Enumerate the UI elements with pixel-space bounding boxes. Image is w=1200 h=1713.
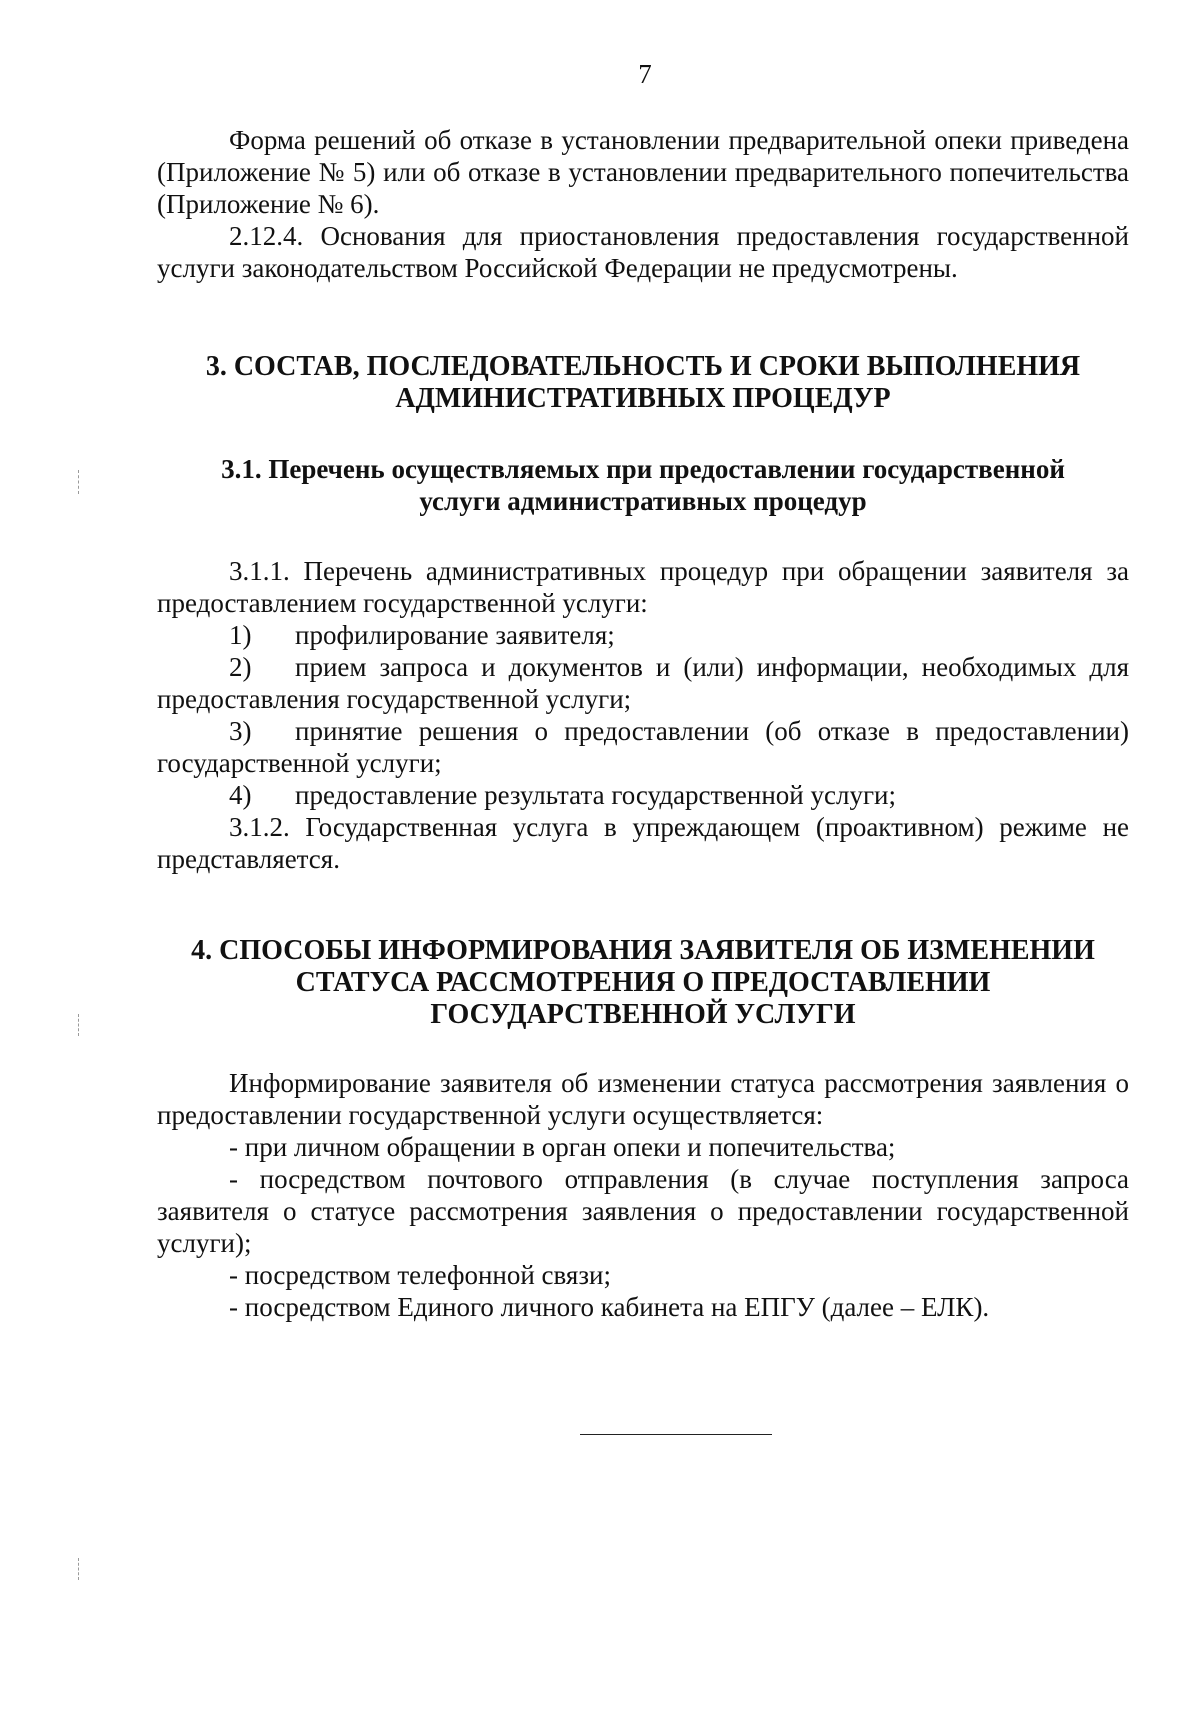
- section-3-heading-line1: 3. СОСТАВ, ПОСЛЕДОВАТЕЛЬНОСТЬ И СРОКИ ВЫПОЛНЕНИЯ: [205, 351, 1081, 382]
- end-separator-line: [580, 1434, 772, 1435]
- list-item: [157, 715, 1129, 779]
- list-item-text: предоставление результата государственной услуги;: [295, 780, 896, 810]
- bullet-item: - посредством телефонной связи;: [229, 1260, 611, 1290]
- section-4-heading: [157, 935, 1129, 1031]
- scan-margin-mark: [78, 1014, 79, 1036]
- list-item-text: принятие решения о предоставлении (об отказе в предоставлении) государственной услуги;: [157, 716, 1129, 778]
- list-item-number: 2): [229, 652, 252, 682]
- scan-margin-mark: [78, 1558, 79, 1580]
- subsection-3-1-heading: [157, 453, 1129, 517]
- paragraph-appendix-forms: Форма решений об отказе в установлении предварительной опеки приведена (Приложение № 5) или об отказе в установлении предварительного попечительства (Приложение № 6).: [157, 125, 1129, 219]
- section-3-heading-line2: АДМИНИСТРАТИВНЫХ ПРОЦЕДУР: [395, 383, 891, 414]
- bullet-item: - посредством почтового отправления (в случае поступления запроса заявителя о статусе рассмотрения заявления о предоставлении государственной услуги);: [157, 1164, 1129, 1258]
- list-item-number: 3): [229, 716, 252, 746]
- intro-block: [157, 124, 1129, 284]
- paragraph-3-1-1: 3.1.1. Перечень административных процедур при обращении заявителя за предоставлением государственной услуги:: [157, 556, 1129, 618]
- paragraph-informing: Информирование заявителя об изменении статуса рассмотрения заявления о предоставлении государственной услуги осуществляется:: [157, 1068, 1129, 1130]
- list-item: [157, 619, 1129, 651]
- paragraph-2-12-4: 2.12.4. Основания для приостановления предоставления государственной услуги законодательством Российской Федерации не предусмотрены.: [157, 221, 1129, 283]
- section-4-heading-line3: ГОСУДАРСТВЕННОЙ УСЛУГИ: [430, 999, 856, 1030]
- paragraph-3-1-2: 3.1.2. Государственная услуга в упреждающем (проактивном) режиме не представляется.: [157, 812, 1129, 874]
- section-3-heading: [157, 351, 1129, 415]
- section-4-heading-line1: 4. СПОСОБЫ ИНФОРМИРОВАНИЯ ЗАЯВИТЕЛЯ ОБ ИЗМЕНЕНИИ: [191, 935, 1095, 966]
- subsection-3-1-heading-line2: услуги административных процедур: [419, 486, 867, 516]
- list-item: [157, 651, 1129, 715]
- section-4-heading-line2: СТАТУСА РАССМОТРЕНИЯ О ПРЕДОСТАВЛЕНИИ: [295, 967, 991, 998]
- list-item-text: прием запроса и документов и (или) информации, необходимых для предоставления государственной услуги;: [157, 652, 1129, 714]
- bullet-item: - при личном обращении в орган опеки и попечительства;: [229, 1132, 896, 1162]
- section-3-body: [157, 555, 1129, 875]
- section-4-body: [157, 1067, 1129, 1323]
- list-item-number: 1): [229, 620, 252, 650]
- list-item-number: 4): [229, 780, 252, 810]
- list-item-text: профилирование заявителя;: [295, 620, 615, 650]
- page-number: 7: [638, 59, 652, 89]
- subsection-3-1-heading-line1: 3.1. Перечень осуществляемых при предоставлении государственной: [221, 454, 1065, 484]
- list-item: [157, 779, 1129, 811]
- scan-margin-mark: [78, 470, 79, 494]
- bullet-item: - посредством Единого личного кабинета на ЕПГУ (далее – ЕЛК).: [229, 1292, 990, 1322]
